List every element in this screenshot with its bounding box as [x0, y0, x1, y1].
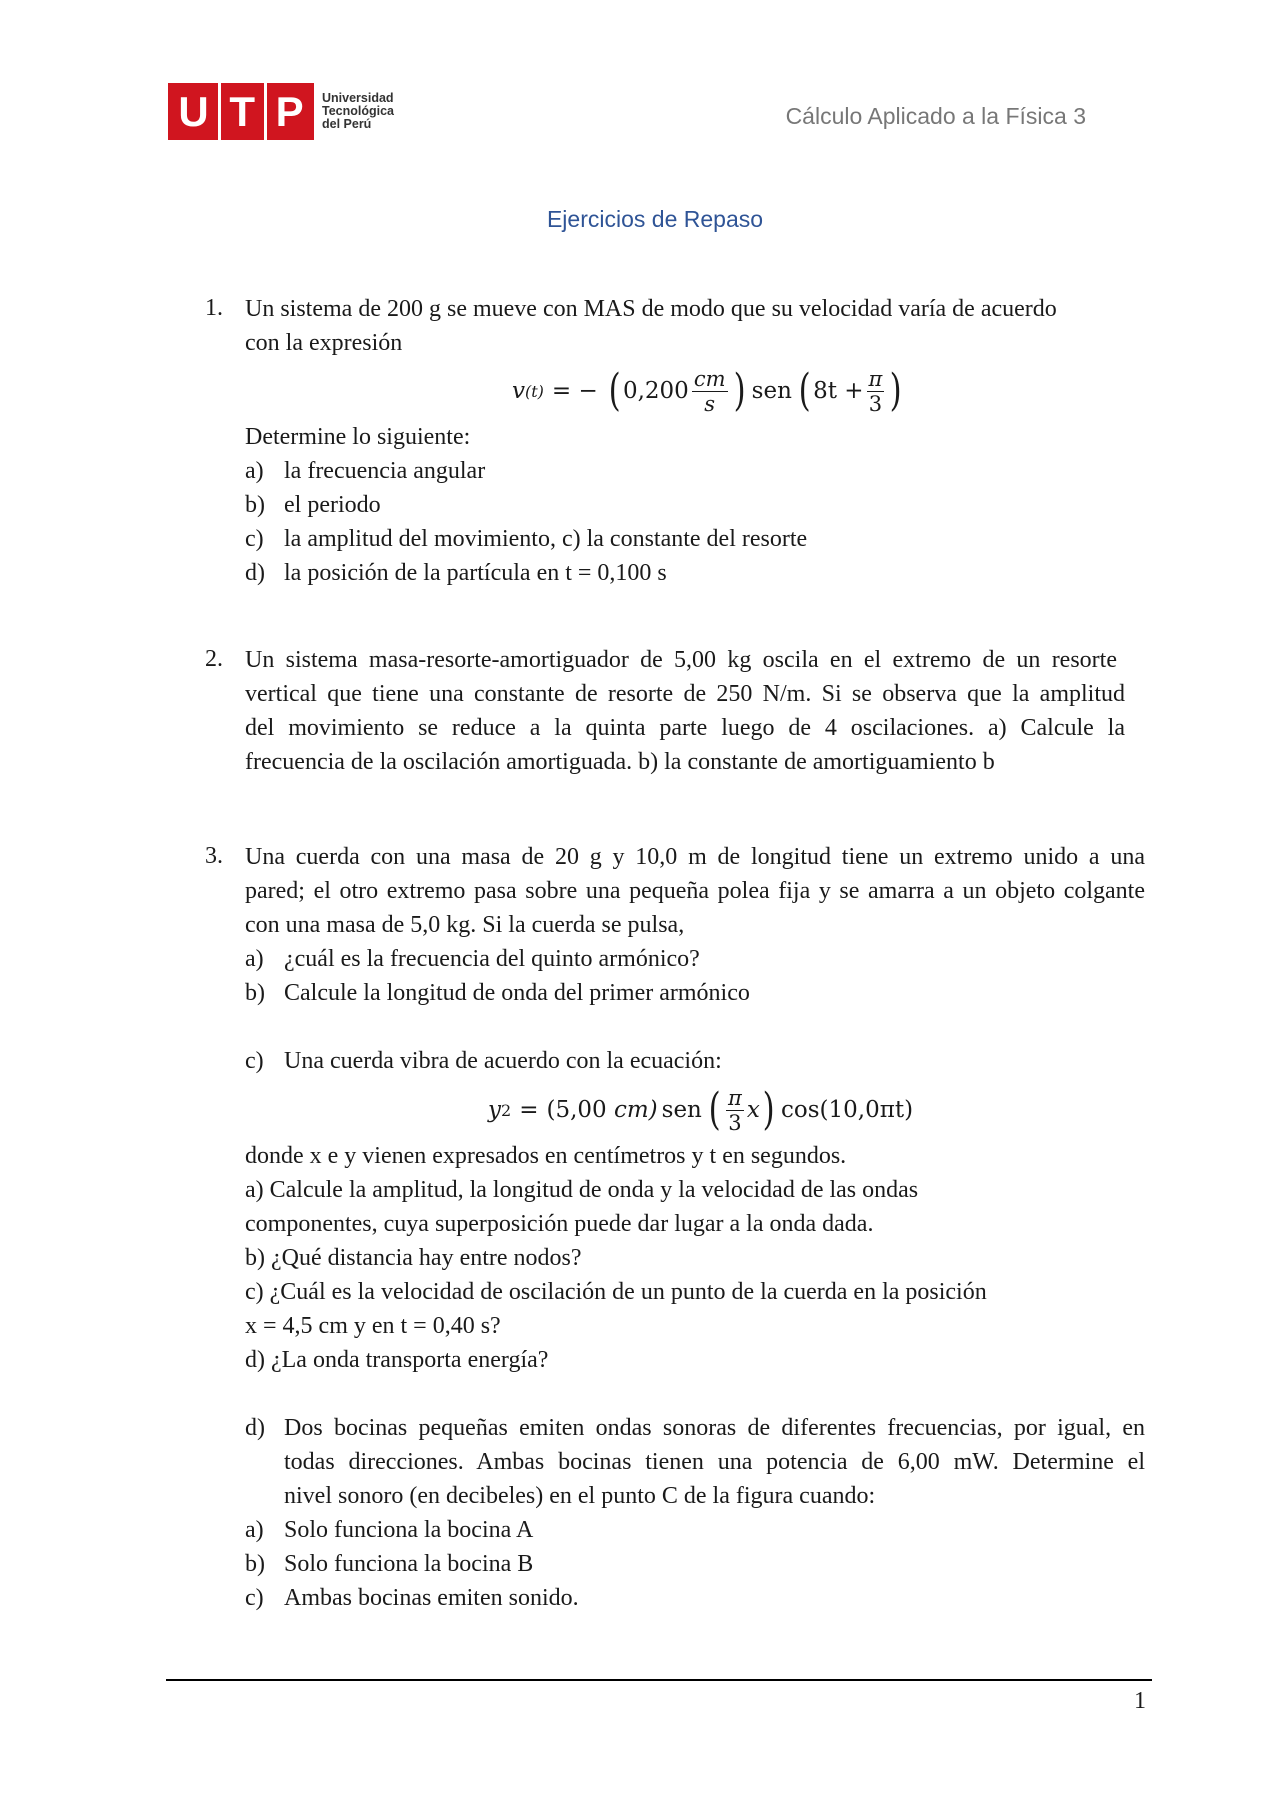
q3-item-b: Calcule la longitud de onda del primer armónico	[284, 980, 750, 1006]
q2-line4: frecuencia de la oscilación amortiguada. b) la constante de amortiguamiento b	[245, 749, 995, 775]
q1-item-b-label: b)	[245, 492, 265, 518]
q1-item-a-label: a)	[245, 458, 264, 484]
q2-number: 2.	[205, 646, 223, 672]
q3-c-label: c)	[245, 1048, 264, 1074]
q3-line2: pared; el otro extremo pasa sobre una pequeña polea fija y se amarra a un objeto colgante	[245, 878, 1145, 904]
q1-item-c: la amplitud del movimiento, c) la constante del resorte	[284, 526, 808, 552]
q3-d-item-b: Solo funciona la bocina B	[284, 1551, 534, 1577]
logo-letter-t: T	[229, 87, 255, 135]
q2-line1: Un sistema masa-resorte-amortiguador de 5,00 kg oscila en el extremo de un resorte	[245, 647, 1117, 673]
logo-letter-u: U	[178, 87, 209, 135]
page-number: 1	[1134, 1688, 1146, 1714]
q3-d-line2: todas direcciones. Ambas bocinas tienen una potencia de 6,00 mW. Determine el	[284, 1449, 1145, 1475]
q2-line3: del movimiento se reduce a la quinta parte luego de 4 oscilaciones. a) Calcule la	[245, 715, 1125, 741]
q3-d-item-b-label: b)	[245, 1551, 265, 1577]
q3-after-7: d) ¿La onda transporta energía?	[245, 1347, 549, 1373]
q3-after-2: a) Calcule la amplitud, la longitud de onda y la velocidad de las ondas	[245, 1177, 919, 1203]
q3-line3: con una masa de 5,0 kg. Si la cuerda se pulsa,	[245, 912, 685, 938]
q3-after-5: c) ¿Cuál es la velocidad de oscilación de un punto de la cuerda en la posición	[245, 1279, 987, 1305]
q3-after-3: componentes, cuya superposición puede dar lugar a la onda dada.	[245, 1211, 874, 1237]
q3-d-item-a: Solo funciona la bocina A	[284, 1517, 534, 1543]
page-title: Ejercicios de Repaso	[546, 206, 764, 232]
q3-d-line3: nivel sonoro (en decibeles) en el punto C de la figura cuando:	[284, 1483, 876, 1509]
q3-item-a: ¿cuál es la frecuencia del quinto armónico?	[284, 946, 700, 972]
q1-line1: Un sistema de 200 g se mueve con MAS de modo que su velocidad varía de acuerdo	[245, 296, 1057, 322]
logo-text: Universidad Tecnológica del Perú	[322, 91, 395, 131]
logo-letter-p: P	[275, 87, 304, 135]
q3-d-item-c: Ambas bocinas emiten sonido.	[284, 1585, 579, 1611]
q3-number: 3.	[205, 843, 223, 869]
q1-item-d: la posición de la partícula en t = 0,100 s	[284, 560, 667, 586]
q1-equation: v (t) = − ( 0,200 $\frac{cm}{s}$ ) sen ( 8t + $\frac{\pi}{3}$ )	[512, 365, 902, 416]
utp-logo	[168, 83, 394, 140]
q3-after-6: x = 4,5 cm y en t = 0,40 s?	[245, 1313, 501, 1339]
q1-determine: Determine lo siguiente:	[245, 424, 471, 450]
q3-equation: y 2 = (5,00 cm) sen ( $\frac{\pi}{3}$ x ) cos(10,0πt)	[488, 1084, 914, 1135]
q3-d-line1: Dos bocinas pequeñas emiten ondas sonoras de diferentes frecuencias, por igual, en	[284, 1415, 1145, 1441]
q1-item-d-label: d)	[245, 560, 265, 586]
q3-after-1: donde x e y vienen expresados en centímetros y t en segundos.	[245, 1143, 847, 1169]
q1-item-c-label: c)	[245, 526, 264, 552]
logo-box	[168, 83, 314, 140]
q3-line1: Una cuerda con una masa de 20 g y 10,0 m de longitud tiene un extremo unido a una	[245, 844, 1145, 870]
q3-item-b-label: b)	[245, 980, 265, 1006]
q3-item-a-label: a)	[245, 946, 264, 972]
q3-d-label: d)	[245, 1415, 265, 1441]
q3-c-text: Una cuerda vibra de acuerdo con la ecuación:	[284, 1048, 722, 1074]
q1-item-a: la frecuencia angular	[284, 458, 486, 484]
q3-d-item-c-label: c)	[245, 1585, 264, 1611]
q2-line2: vertical que tiene una constante de resorte de 250 N/m. Si se observa que la amplitud	[245, 681, 1125, 707]
q3-d-item-a-label: a)	[245, 1517, 264, 1543]
q3-after-4: b) ¿Qué distancia hay entre nodos?	[245, 1245, 582, 1271]
q1-line2: con la expresión	[245, 330, 403, 356]
footer-divider	[166, 1679, 1152, 1681]
q1-number: 1.	[205, 295, 223, 321]
q1-item-b: el periodo	[284, 492, 381, 518]
course-title: Cálculo Aplicado a la Física 3	[785, 103, 1086, 129]
